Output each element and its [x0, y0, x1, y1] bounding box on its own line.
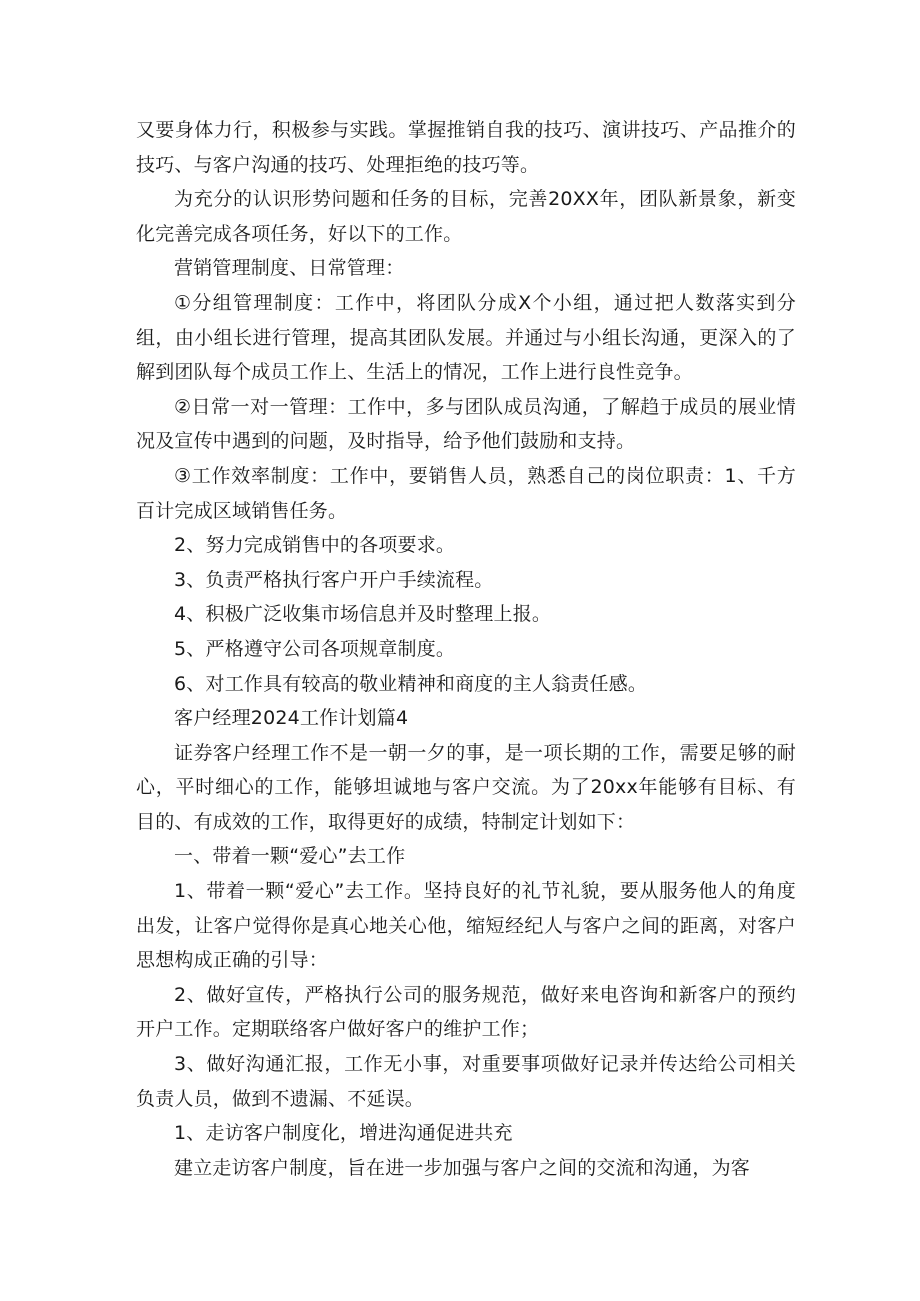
document-body	[136, 113, 796, 1185]
paragraph-love-work: 1、带着一颗“爱心”去工作。坚持良好的礼节礼貌，要从服务他人的角度出发，让客户觉得你是真心地关心他，缩短经纪人与客户之间的距离，对客户思想构成正确的引导：	[136, 880, 796, 972]
list-item-3: 3、负责严格执行客户开户手续流程。	[174, 568, 494, 591]
paragraph-intro-plan: 证券客户经理工作不是一朝一夕的事，是一项长期的工作，需要足够的耐心，平时细心的工作，能够坦诚地与客户交流。为了20xx年能够有目标、有目的、有成效的工作，取得更好的成绩，特制定计划如下：	[136, 741, 796, 833]
paragraph-visit-system: 建立走访客户制度，旨在进一步加强与客户之间的交流和沟通，为客	[174, 1156, 751, 1179]
paragraph-publicity: 2、做好宣传，严格执行公司的服务规范，做好来电咨询和新客户的预约开户工作。定期联络客户做好客户的维护工作；	[136, 983, 796, 1041]
paragraph-continuation: 又要身体力行，积极参与实践。掌握推销自我的技巧、演讲技巧、产品推介的技巧、与客户沟通的技巧、处理拒绝的技巧等。	[136, 119, 796, 176]
paragraph-one-on-one: ②日常一对一管理：工作中，多与团队成员沟通，了解趋于成员的展业情况及宣传中遇到的问题，及时指导，给予他们鼓励和支持。	[136, 395, 796, 453]
list-item-2: 2、努力完成销售中的各项要求。	[174, 534, 456, 557]
paragraph-efficiency: ③工作效率制度：工作中，要销售人员，熟悉自己的岗位职责：1、千方百计完成区域销售任务。	[136, 464, 796, 522]
list-item-4: 4、积极广泛收集市场信息并及时整理上报。	[174, 603, 552, 626]
paragraph-communication: 3、做好沟通汇报，工作无小事，对重要事项做好记录并传达给公司相关负责人员，做到不遗漏、不延误。	[136, 1053, 796, 1110]
paragraph-group-management: ①分组管理制度：工作中，将团队分成X个小组，通过把人数落实到分组，由小组长进行管理，提高其团队发展。并通过与小组长沟通，更深入的了解到团队每个成员工作上、生活上的情况，工作上进行良性竞争。	[136, 291, 796, 384]
list-item-5: 5、严格遵守公司各项规章制度。	[174, 637, 456, 660]
section-title-plan-4: 客户经理2024工作计划篇4	[174, 707, 409, 730]
list-item-6: 6、对工作具有较高的敬业精神和商度的主人翁责任感。	[174, 672, 648, 695]
heading-visit-clients: 1、走访客户制度化，增进沟通促进共充	[174, 1122, 513, 1145]
section-heading-management: 营销管理制度、日常管理：	[174, 257, 405, 280]
paragraph-goals: 为充分的认识形势问题和任务的目标，完善20XX年，团队新景象，新变化完善完成各项任务，好以下的工作。	[136, 188, 796, 245]
heading-love-work: 一、带着一颗“爱心”去工作	[174, 845, 406, 868]
